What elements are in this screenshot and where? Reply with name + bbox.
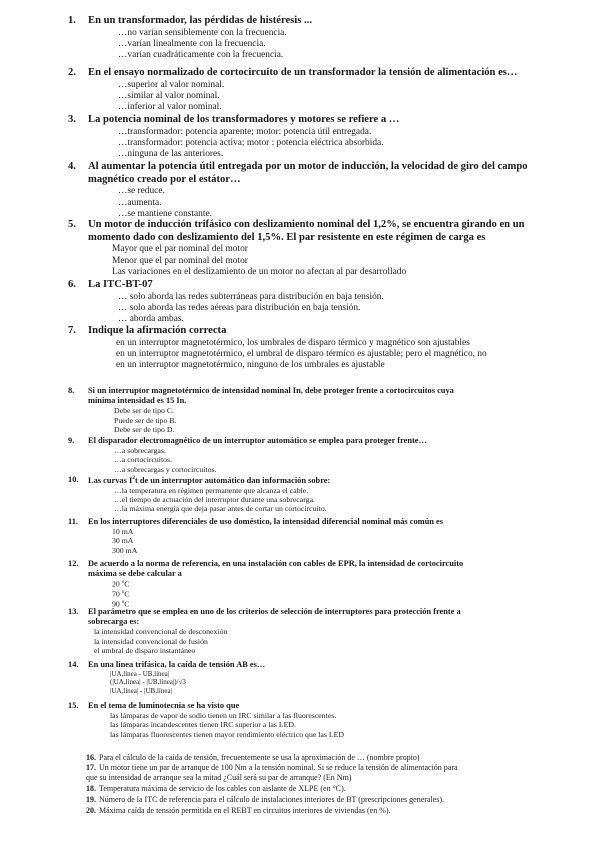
question-12 xyxy=(68,560,588,608)
option: …la temperatura en régimen permanente que alcanza el cable. xyxy=(114,485,309,495)
question-number: 16. xyxy=(86,753,96,762)
option: Mayor que el par nominal del motor xyxy=(112,244,248,255)
option: |UA,línea| - |UB,línea| xyxy=(110,686,172,695)
question-stem xyxy=(68,476,588,485)
degree: o xyxy=(121,589,125,596)
option: …superior al valor nominal. xyxy=(118,79,225,90)
option: …la máxima energía que deja pasar antes de cortar un cortocircuito. xyxy=(114,504,327,514)
option: (|UA,línea| - |UB,línea|)/√3 xyxy=(110,678,186,687)
question-text-cont: magnético creado por el estátor… xyxy=(88,173,241,185)
question-14 xyxy=(68,661,588,695)
question-number: 8. xyxy=(68,386,75,395)
question-text: El disparador electromagnético de un interruptor automático se emplea para proteger frente… xyxy=(88,436,427,445)
superscript: 2 xyxy=(132,475,135,481)
question-number: 12. xyxy=(68,559,79,568)
degree: o xyxy=(121,599,125,606)
question-stem xyxy=(68,518,588,526)
option: Debe ser de tipo C. xyxy=(114,406,174,416)
question-17 xyxy=(86,764,592,782)
temp-unit: C xyxy=(124,589,130,599)
question-13 xyxy=(68,608,588,655)
question-20 xyxy=(86,807,592,815)
question-19 xyxy=(86,796,592,804)
option: …transformador: potencia activa; motor : potencia eléctrica absorbida. xyxy=(118,138,384,148)
option: Puede ser de tipo B. xyxy=(114,415,177,425)
option: Debe ser de tipo D. xyxy=(114,424,175,434)
question-text: Al aumentar la potencia útil entregada por un motor de inducción, la velocidad de giro del campo xyxy=(88,161,528,172)
temp-value: 20 xyxy=(112,579,120,589)
question-number: 10. xyxy=(68,475,79,484)
question-text-cont: que su intensidad de arranque sea la mitad ¿Cuál será su par de arranque? (En Nm) xyxy=(86,773,352,782)
question-stem xyxy=(68,661,588,669)
option: …a cortocircuitos. xyxy=(114,455,173,465)
question-4 xyxy=(68,162,588,219)
question-number: 18. xyxy=(86,784,96,793)
question-text: De acuerdo a la norma de referencia, en una instalación con cables de EPR, la intensidad de cortocircuito xyxy=(88,559,464,568)
option: 10 mA xyxy=(112,526,134,536)
question-text: Máxima caída de tensión permitida en el REBT en circuitos interiores de viviendas (en %). xyxy=(99,806,391,815)
question-15 xyxy=(68,702,588,738)
option: en un interruptor magnetotérmico, el umbral de disparo térmico es ajustable; pero el magnético, no xyxy=(116,349,487,359)
question-text: El parámetro que se emplea en uno de los criterios de selección de interruptores para protección frente a xyxy=(88,607,461,616)
option: en un interruptor magnetotérmico, los umbrales de disparo térmico y magnético son ajustables xyxy=(116,337,470,348)
question-number: 11. xyxy=(68,517,79,526)
option: …a sobrecargas y cortocircuitos. xyxy=(114,464,217,474)
temp-value: 90 xyxy=(112,599,120,609)
option: …varían cuadráticamente con la frecuencia. xyxy=(118,50,284,61)
question-stem xyxy=(68,326,588,337)
option: Menor que el par nominal del motor xyxy=(112,255,248,266)
question-text-cont: mínima intensidad es 15 In. xyxy=(88,396,187,406)
option: …transformador: potencia aparente; motor: potencia útil entregada. xyxy=(118,126,372,137)
question-number: 20. xyxy=(86,806,96,815)
option: …aumenta. xyxy=(118,197,162,208)
option: … solo aborda las redes aéreas para distribución en baja tensión. xyxy=(118,303,361,313)
question-6 xyxy=(68,280,588,325)
option: …ninguna de las anteriores. xyxy=(118,149,224,160)
option: …similar al valor nominal. xyxy=(118,91,220,101)
question-text: Temperatura máxima de servicio de los cables con aislante de XLPE (en °C). xyxy=(99,784,346,793)
question-text: Un motor de inducción trifásico con deslizamiento nominal del 1,2%, se encuentra girando en un xyxy=(88,219,525,230)
option xyxy=(68,590,588,598)
question-number: 19. xyxy=(86,795,96,804)
option: …se mantiene constante. xyxy=(118,209,212,219)
question-stem xyxy=(68,68,588,79)
option: … solo aborda las redes subterráneas para distribución en baja tensión. xyxy=(118,291,384,302)
question-number: 17. xyxy=(86,763,96,772)
question-8 xyxy=(68,387,588,434)
question-text: En los interruptores diferenciales de uso doméstico, la intensidad diferencial nominal más común es xyxy=(88,517,444,526)
question-number: 15. xyxy=(68,701,79,710)
question-stem xyxy=(68,220,588,243)
option: las lámparas de vapor de sodio tienen un IRC similar a las fluorescentes. xyxy=(110,710,337,720)
question-text: Número de la ITC de referencia para el cálculo de instalaciones interiores de BT (prescripciones generales). xyxy=(99,795,445,804)
question-2 xyxy=(68,68,588,113)
question-text-cont: sobrecarga es: xyxy=(88,617,140,627)
question-number: 9. xyxy=(68,436,75,445)
question-stem xyxy=(68,560,588,579)
option: |UA,línea - UB,línea| xyxy=(110,669,170,678)
question-number: 5. xyxy=(68,219,76,230)
option: la intensidad convencional de desconexión xyxy=(94,627,228,637)
option: …varían linealmente con la frecuencia. xyxy=(118,39,266,49)
option: en un interruptor magnetotérmico, ninguno de los umbrales es ajustable xyxy=(116,360,385,371)
option: …no varían sensiblemente con la frecuencia. xyxy=(118,27,287,38)
question-stem xyxy=(68,702,588,710)
option: … aborda ambas. xyxy=(118,314,184,325)
question-3 xyxy=(68,115,588,160)
question-7 xyxy=(68,326,588,371)
question-9 xyxy=(68,437,588,473)
option xyxy=(68,580,588,588)
option: …el tiempo de actuación del interruptor durante una sobrecarga. xyxy=(114,495,315,504)
temp-unit: C xyxy=(124,599,130,609)
degree: o xyxy=(121,579,125,586)
question-number: 2. xyxy=(68,67,76,78)
question-text: Si un interruptor magnetotérmico de intensidad nominal In, debe proteger frente a cortocircuitos cuya xyxy=(88,386,454,395)
question-text: Un motor tiene un par de arranque de 100 Nm a la tensión nominal. Si se reduce la tensión de alimentación para xyxy=(99,763,458,772)
option: Las variaciones en el deslizamiento de un motor no afectan al par desarrollado xyxy=(112,267,407,277)
question-stem xyxy=(68,162,588,185)
question-10 xyxy=(68,476,588,513)
question-text-cont: t de un interruptor automático dan información sobre: xyxy=(134,475,331,485)
question-text: Indique la afirmación correcta xyxy=(88,325,227,336)
question-text-cont: máxima se debe calcular a xyxy=(88,569,182,579)
option: 300 mA xyxy=(112,545,138,555)
question-text: La potencia nominal de los transformadores y motores se refiere a … xyxy=(88,114,400,125)
question-16 xyxy=(86,754,592,762)
question-number: 1. xyxy=(68,15,76,26)
question-number: 14. xyxy=(68,660,79,669)
question-stem xyxy=(68,280,588,291)
question-stem xyxy=(68,437,588,445)
question-text: La ITC-BT-07 xyxy=(88,279,153,290)
question-number: 13. xyxy=(68,607,79,616)
temp-unit: C xyxy=(124,579,130,589)
question-text: En el tema de luminotecnia se ha visto que xyxy=(88,701,240,710)
option: 30 mA xyxy=(112,536,134,546)
option: …a sobrecargas. xyxy=(114,445,166,455)
question-text: En una línea trifásica, la caída de tensión AB es… xyxy=(88,660,266,669)
question-stem xyxy=(68,387,588,406)
question-text: Para el cálculo de la caída de tensión, frecuentemente se usa la aproximación de … (nombre propio) xyxy=(99,753,420,762)
option: …inferior al valor nominal. xyxy=(118,102,222,113)
question-text: En el ensayo normalizado de cortocircuito de un transformador la tensión de alimentación es… xyxy=(88,67,518,78)
question-text-cont: momento dado con deslizamiento del 1,5%. El par resistente en este régimen de carga es xyxy=(88,231,486,243)
question-18 xyxy=(86,785,592,793)
option: la intensidad convencional de fusión xyxy=(94,636,208,646)
question-5 xyxy=(68,220,588,277)
option: el umbral de disparo instantáneo xyxy=(94,645,196,655)
option: …se reduce. xyxy=(118,186,165,197)
question-number: 6. xyxy=(68,279,76,290)
question-11 xyxy=(68,518,588,554)
question-number: 4. xyxy=(68,161,76,172)
question-text: Las curvas I xyxy=(88,475,133,485)
question-stem xyxy=(68,608,588,627)
question-stem xyxy=(68,16,588,27)
option: las lámparas fluorescentes tienen mayor rendimiento eléctrico que las LED xyxy=(110,729,345,739)
temp-value: 70 xyxy=(112,589,120,599)
question-number: 7. xyxy=(68,325,76,336)
question-stem xyxy=(68,115,588,126)
question-number: 3. xyxy=(68,114,76,125)
question-text: En un transformador, las pérdidas de histéresis ... xyxy=(88,15,312,26)
option: las lámparas incandescentes tienen IRC superior a las LED. xyxy=(110,720,296,730)
question-1 xyxy=(68,16,588,61)
